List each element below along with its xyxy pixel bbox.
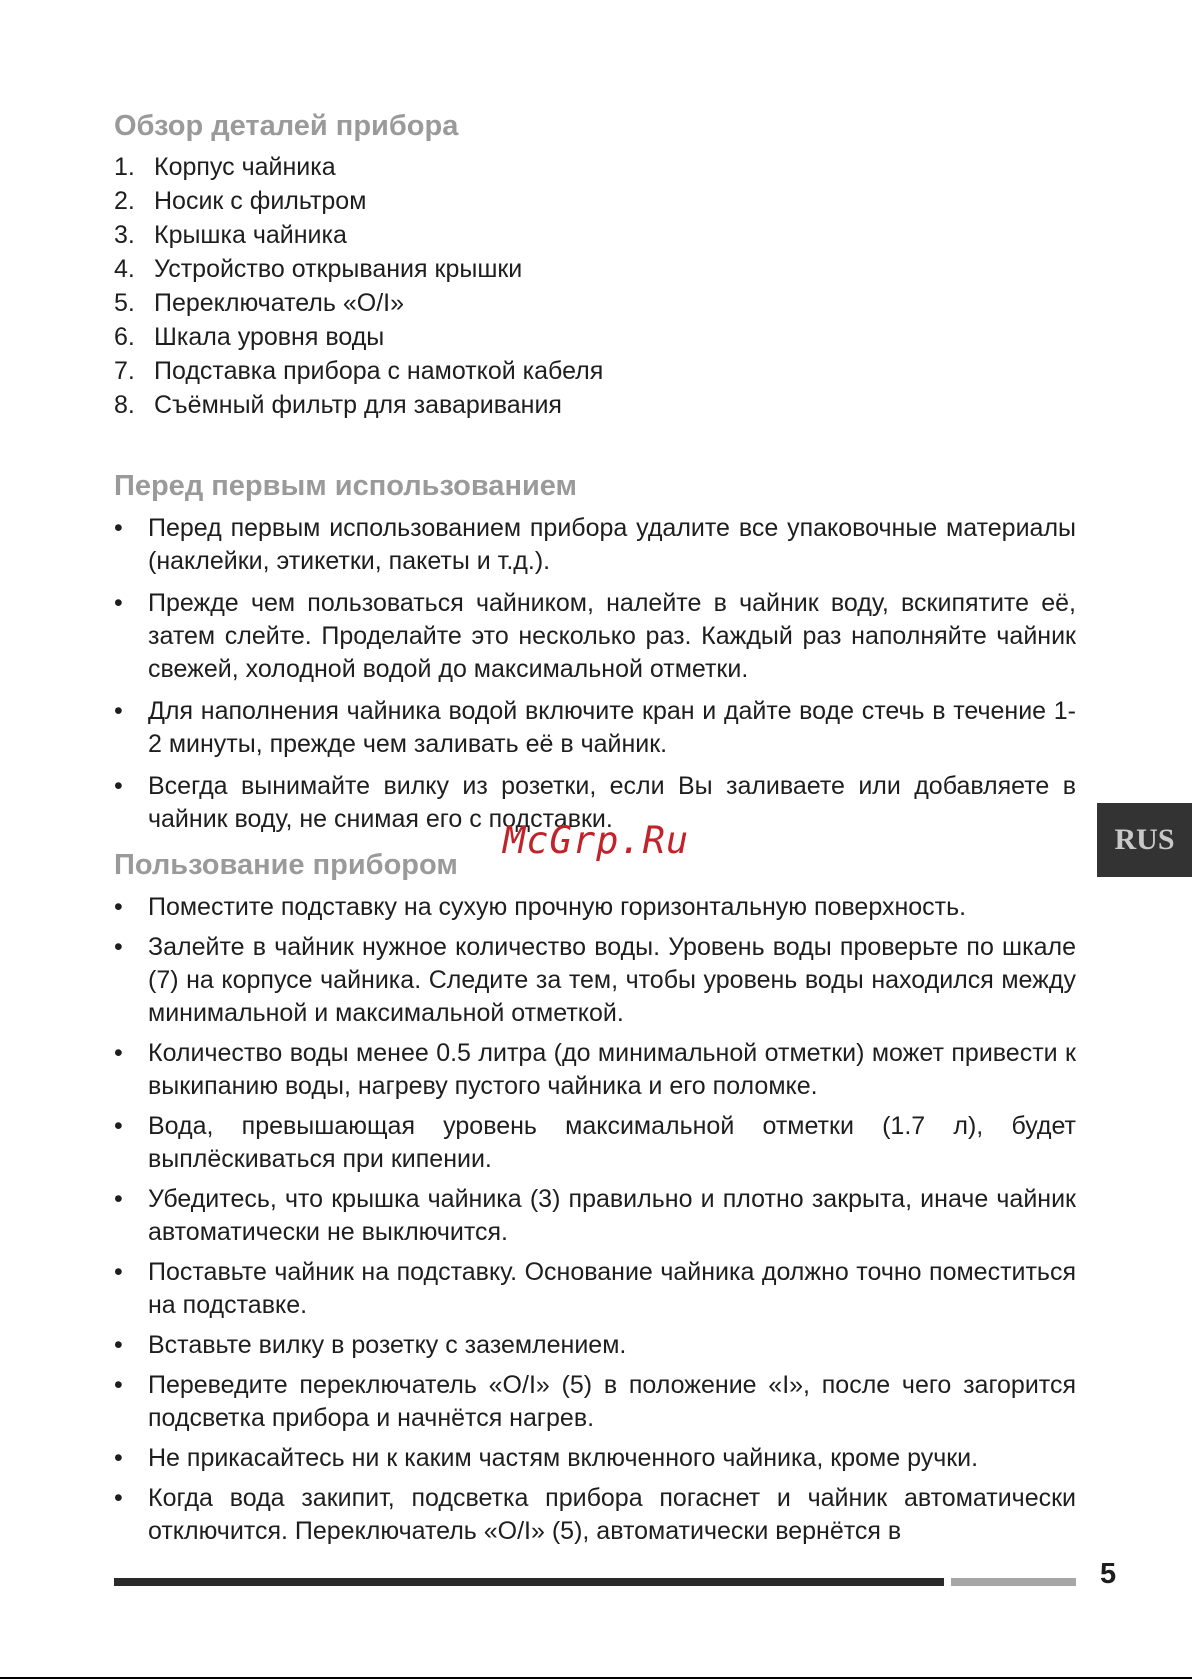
bullet-dot: • [114,933,123,961]
bullet-item [114,587,1076,686]
bullet-text: Не прикасайтесь ни к каким частям включенного чайника, кроме ручки. [148,1444,979,1472]
bullet-text: Для наполнения чайника водой включите кран и дайте воде стечь в течение 1-2 минуты, прежде чем заливать её в чайник. [148,697,1076,758]
part-label: Съёмный фильтр для заваривания [154,391,562,419]
part-item [114,286,1076,320]
section-title-before-first-use: Перед первым использованием [114,470,577,502]
part-number: 6. [114,323,135,351]
bullet-item [114,1369,1076,1435]
part-item [114,184,1076,218]
part-item [114,218,1076,252]
bullet-dot: • [114,1444,123,1472]
bullet-item [114,695,1076,761]
bullet-text: Количество воды менее 0.5 литра (до минимальной отметки) может привести к выкипанию воды, нагреву пустого чайника и его поломке. [148,1039,1076,1100]
bullet-item [114,1442,1076,1475]
bullet-text: Вставьте вилку в розетку с заземлением. [148,1331,627,1359]
part-label: Подставка прибора с намоткой кабеля [154,357,604,385]
parts-list [114,150,1076,422]
part-item [114,252,1076,286]
bullet-dot: • [114,697,123,725]
footer-bar-dark [114,1578,944,1586]
bullet-item [114,931,1076,1030]
footer-bar-light [951,1578,1076,1586]
bullet-dot: • [114,1112,123,1140]
part-number: 3. [114,221,135,249]
bullet-text: Всегда вынимайте вилку из розетки, если Вы заливаете или добавляете в чайник воду, не снимая его с подставки. [148,772,1076,833]
usage-list [114,891,1076,1548]
bullet-dot: • [114,1258,123,1286]
part-number: 1. [114,153,135,181]
part-item [114,388,1076,422]
bullet-text: Убедитесь, что крышка чайника (3) правильно и плотно закрыта, иначе чайник автоматически не выключится. [148,1185,1076,1246]
bullet-item [114,891,1076,924]
part-number: 2. [114,187,135,215]
bullet-text: Переведите переключатель «O/I» (5) в положение «I», после чего загорится подсветка прибора и начнётся нагрев. [148,1371,1076,1432]
bullet-dot: • [114,772,123,800]
bullet-text: Залейте в чайник нужное количество воды. Уровень воды проверьте по шкале (7) на корпусе чайника. Следите за тем, чтобы уровень воды находился между минимальной и максимальной отметкой. [148,933,1076,1027]
page-number: 5 [1100,1558,1117,1590]
bullet-dot: • [114,893,123,921]
bullet-text: Поместите подставку на сухую прочную горизонтальную поверхность. [148,893,967,921]
bullet-dot: • [114,1039,123,1067]
bullet-item [114,1482,1076,1548]
part-label: Носик с фильтром [154,187,367,215]
language-tab: RUS [1097,803,1192,877]
bullet-text: Перед первым использованием прибора удалите все упаковочные материалы (наклейки, этикетки, пакеты и т.д.). [148,514,1076,575]
bullet-dot: • [114,1371,123,1399]
bullet-dot: • [114,1331,123,1359]
part-number: 7. [114,357,135,385]
watermark: McGrp.Ru [503,819,690,862]
part-item [114,150,1076,184]
bullet-text: Поставьте чайник на подставку. Основание чайника должно точно поместиться на подставке. [148,1258,1076,1319]
part-label: Шкала уровня воды [154,323,385,351]
part-label: Переключатель «O/I» [154,289,405,317]
part-label: Корпус чайника [154,153,336,181]
part-label: Устройство открывания крышки [154,255,523,283]
part-item [114,320,1076,354]
part-number: 5. [114,289,135,317]
part-item [114,354,1076,388]
part-label: Крышка чайника [154,221,347,249]
bullet-item [114,1037,1076,1103]
part-number: 4. [114,255,135,283]
bullet-text: Когда вода закипит, подсветка прибора погаснет и чайник автоматически отключится. Переключатель «O/I» (5), автоматически вернётся в [148,1484,1076,1545]
part-number: 8. [114,391,135,419]
bullet-dot: • [114,514,123,542]
bullet-dot: • [114,1484,123,1512]
before-first-use-list [114,512,1076,836]
bullet-item [114,1183,1076,1249]
section-title-overview: Обзор деталей прибора [114,110,459,142]
bullet-item [114,1256,1076,1322]
bullet-dot: • [114,1185,123,1213]
bullet-dot: • [114,589,123,617]
section-title-usage: Пользование прибором [114,849,458,881]
bullet-text: Прежде чем пользоваться чайником, налейте в чайник воду, вскипятите её, затем слейте. Проделайте это несколько раз. Каждый раз наполняйте чайник свежей, холодной водой до максимальной отметки. [148,589,1076,683]
bullet-item [114,1110,1076,1176]
bullet-item [114,512,1076,578]
bullet-text: Вода, превышающая уровень максимальной отметки (1.7 л), будет выплёскиваться при кипении. [148,1112,1076,1173]
bullet-item [114,1329,1076,1362]
